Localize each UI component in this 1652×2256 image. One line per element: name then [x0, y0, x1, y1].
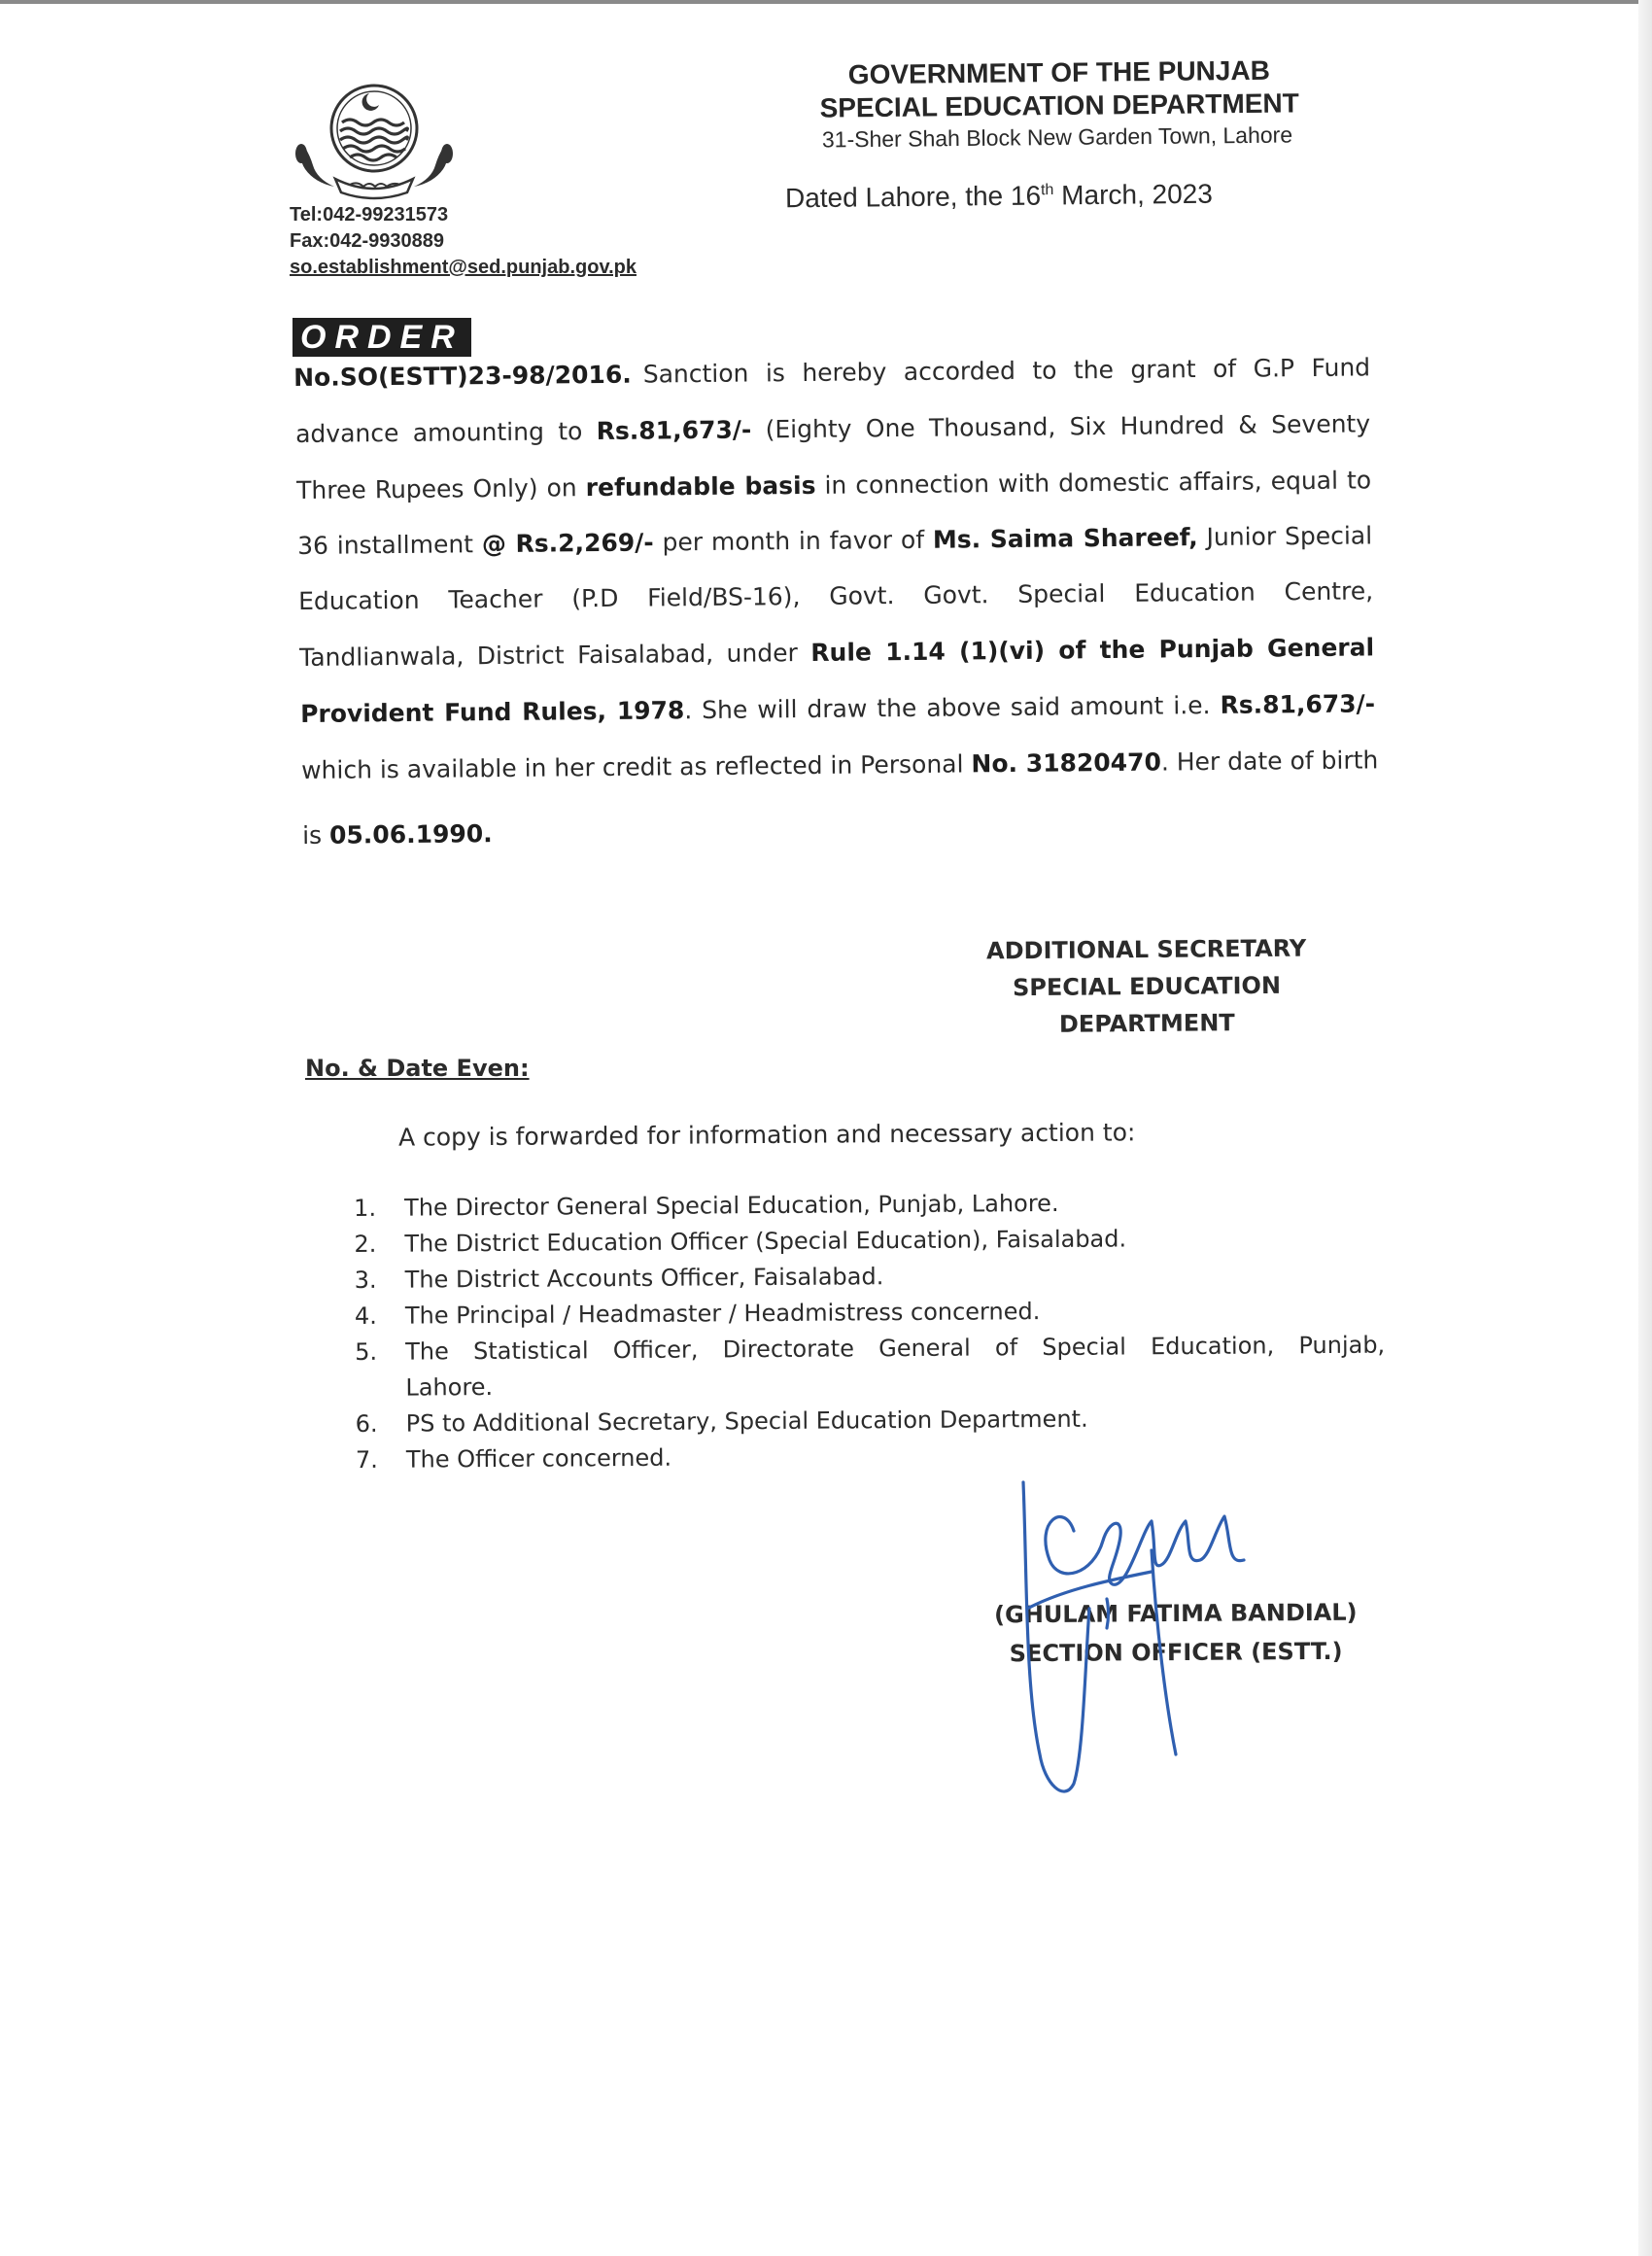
gov-line-1: GOVERNMENT OF THE PUNJAB: [847, 54, 1270, 90]
order-text-3b: in connection with domestic affairs, equal to: [815, 466, 1372, 500]
list-number: 4.: [354, 1302, 377, 1330]
issuer-line-3: DEPARTMENT: [1058, 1009, 1235, 1038]
refundable-basis: refundable basis: [585, 470, 816, 503]
recipient-text: PS to Additional Secretary, Special Education Department.: [405, 1405, 1088, 1438]
endorsement-heading: No. & Date Even:: [305, 1055, 530, 1082]
list-number: 3.: [354, 1266, 377, 1294]
scan-edge-right: [1638, 0, 1652, 2256]
list-number: 1.: [354, 1194, 377, 1222]
order-line-7: [300, 689, 1375, 728]
copy-forward-text: A copy is forwarded for information and necessary action to:: [397, 1118, 1136, 1152]
order-line-9: [302, 819, 493, 850]
list-item: [355, 1328, 1385, 1406]
signatory-designation: SECTION OFFICER (ESTT.): [1009, 1637, 1343, 1668]
recipient-text: The District Education Officer (Special Education), Faisalabad.: [404, 1225, 1127, 1258]
order-line-4: [297, 521, 1372, 560]
date-ordinal: th: [1040, 182, 1054, 199]
order-text-4b: per month in favor of: [653, 525, 934, 557]
signatory-name: (GHULAM FATIMA BANDIAL): [994, 1598, 1358, 1629]
scan-edge: [0, 0, 1652, 4]
order-line-8: [301, 746, 1378, 784]
order-line-3: [296, 466, 1371, 504]
department-header: [787, 53, 1332, 125]
contact-block: [290, 202, 637, 281]
telephone: Tel:042-99231573: [290, 204, 449, 226]
gov-line-2: SPECIAL EDUCATION DEPARTMENT: [819, 87, 1299, 123]
order-line-6: [299, 633, 1374, 672]
list-number: 7.: [355, 1445, 378, 1474]
order-date: [785, 179, 1213, 215]
recipient-list: [354, 1184, 1386, 1478]
order-line-1: [293, 353, 1370, 392]
list-number: 5.: [355, 1337, 378, 1366]
department-address: 31-Sher Shah Block New Garden Town, Lahore: [821, 121, 1293, 153]
order-text-9a: is: [302, 820, 330, 850]
date-suffix: March, 2023: [1053, 178, 1214, 211]
list-number: 2.: [354, 1230, 377, 1258]
handwritten-signature-icon: [1006, 1463, 1258, 1813]
recipient-text: The Director General Special Education, Punjab, Lahore.: [404, 1189, 1059, 1222]
order-text-2a: advance amounting to: [295, 417, 597, 448]
employee-name: Ms. Saima Shareef,: [932, 523, 1198, 554]
issuer-line-2: SPECIAL EDUCATION: [1012, 971, 1282, 1002]
order-text-5: Education Teacher (P.D Field/BS-16), Govt. Govt. Special Education Centre,: [298, 576, 1374, 615]
order-text-2b: (Eighty One Thousand, Six Hundred & Seventy: [751, 409, 1371, 444]
order-heading: ORDER: [293, 318, 471, 357]
recipient-text-line-2: Lahore.: [405, 1373, 494, 1402]
fund-rule: Rule 1.14 (1)(vi) of the Punjab General: [810, 633, 1375, 667]
list-number: 6.: [355, 1409, 378, 1438]
order-line-2: [295, 409, 1370, 448]
installment-rate: @ Rs.2,269/-: [481, 528, 654, 559]
draw-amount: Rs.81,673/-: [1220, 689, 1376, 719]
order-line-5: [298, 576, 1373, 615]
recipient-text-wrapped: [405, 1328, 1385, 1406]
recipient-text: The Officer concerned.: [405, 1443, 672, 1474]
order-text-8a: which is available in her credit as reflected in Personal: [301, 749, 972, 784]
order-text-4a: 36 installment: [297, 530, 483, 560]
issuing-authority: [981, 930, 1313, 1044]
recipient-text: The Principal / Headmaster / Headmistress concerned.: [404, 1298, 1041, 1330]
fund-rules-title: Provident Fund Rules, 1978: [300, 696, 685, 728]
order-text-4c: Junior Special: [1197, 521, 1373, 552]
personal-number: No. 31820470: [971, 747, 1162, 779]
order-text-8b: . Her date of birth: [1160, 746, 1379, 777]
order-text-3a: Three Rupees Only) on: [296, 473, 586, 504]
issuer-line-1: ADDITIONAL SECRETARY: [985, 934, 1307, 965]
email-link[interactable]: so.establishment@sed.punjab.gov.pk: [290, 257, 637, 278]
order-text-7b: . She will draw the above said amount i.e.: [684, 690, 1221, 725]
recipient-text: The District Accounts Officer, Faisalabad.: [404, 1263, 884, 1294]
punjab-government-emblem-icon: [292, 80, 457, 201]
recipient-text-line-1: The Statistical Officer, Directorate General of Special Education, Punjab,: [405, 1331, 1386, 1366]
order-text-1: Sanction is hereby accorded to the grant of G.P Fund: [642, 353, 1371, 389]
date-of-birth: 05.06.1990.: [328, 819, 493, 850]
order-text-6a: Tandlianwala, District Faisalabad, under: [299, 638, 811, 672]
fax: Fax:042-9930889: [290, 230, 445, 252]
order-reference: No.SO(ESTT)23-98/2016.: [293, 360, 632, 392]
advance-amount: Rs.81,673/-: [596, 415, 752, 446]
date-prefix: Dated Lahore, the 16: [784, 180, 1042, 214]
